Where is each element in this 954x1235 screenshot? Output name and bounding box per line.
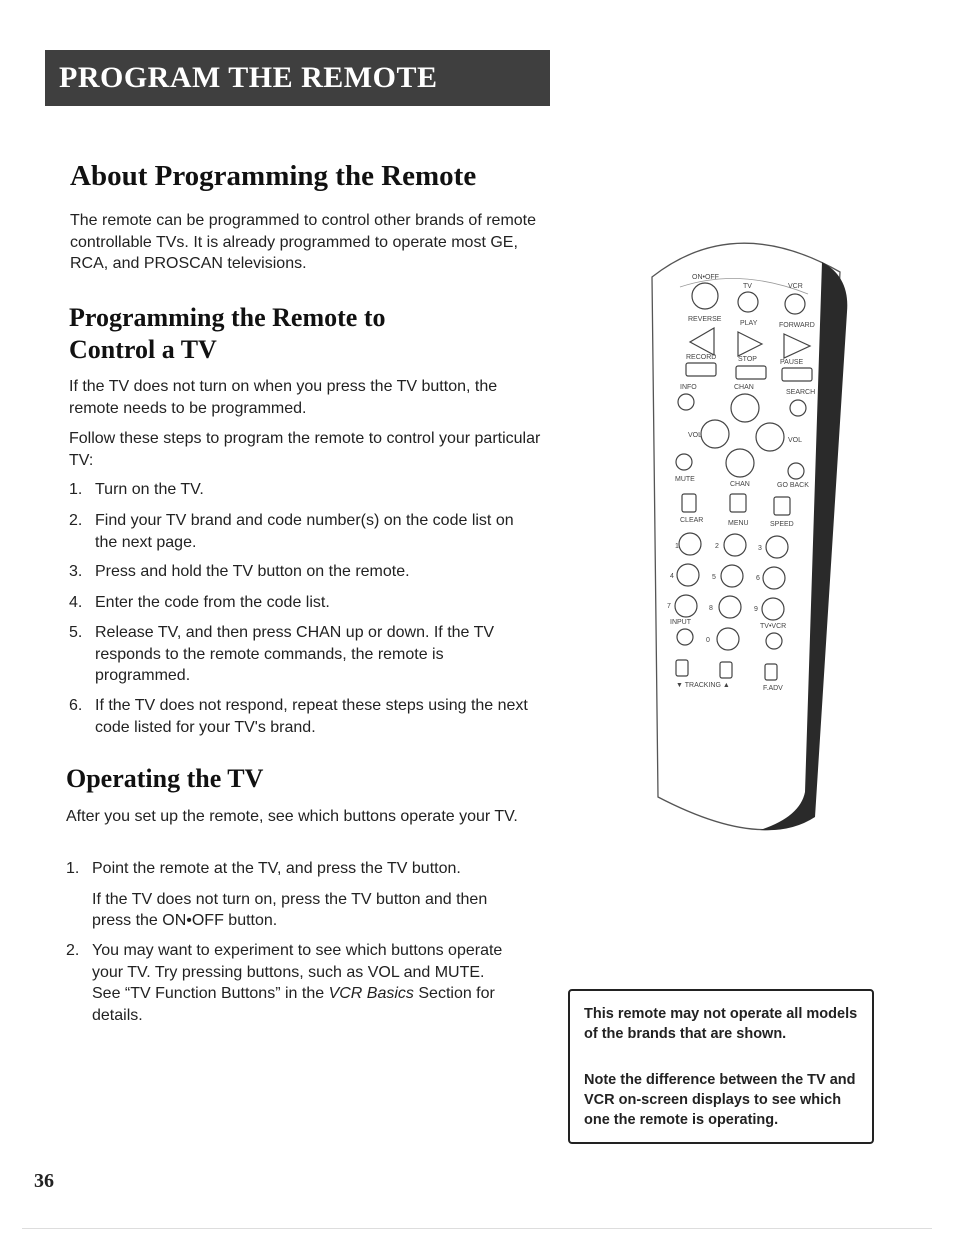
footer-divider: [22, 1228, 932, 1229]
label-forward: FORWARD: [779, 322, 815, 329]
step-text-italic: VCR Basics: [328, 985, 414, 1002]
label-pause: PAUSE: [780, 359, 804, 366]
label-vcr: VCR: [788, 283, 803, 290]
label-fadv: F.ADV: [763, 685, 783, 692]
label-record: RECORD: [686, 354, 717, 361]
programming-step: [69, 622, 539, 687]
programming-heading-line1: Programming the Remote to: [69, 303, 386, 332]
step-text: Turn on the TV.: [95, 481, 204, 498]
page-number: 36: [34, 1170, 54, 1192]
step-subtext: If the TV does not turn on, press the TV button and then press the ON•OFF button.: [92, 890, 488, 929]
programming-intro-2: Follow these steps to program the remote to control your particular TV:: [69, 430, 541, 469]
label-digit-0: 0: [706, 637, 710, 644]
step-text: [66, 940, 512, 1026]
programming-step: [69, 561, 539, 583]
step-text: Press and hold the TV button on the remote.: [95, 563, 410, 580]
label-clear: CLEAR: [680, 517, 704, 524]
step-number: 6.: [69, 697, 83, 714]
label-go-back: GO BACK: [777, 482, 809, 489]
label-digit-6: 6: [756, 575, 760, 582]
label-search: SEARCH: [786, 389, 816, 396]
step-number: 1.: [66, 860, 80, 877]
about-body: The remote can be programmed to control other brands of remote controllable TVs. It is already programmed to operate most GE, RCA, and PROSCAN televisions.: [70, 212, 537, 272]
label-digit-2: 2: [715, 543, 719, 550]
about-heading: About Programming the Remote: [70, 160, 477, 192]
programming-step: [69, 479, 539, 501]
section-banner: [45, 50, 550, 106]
step-text-part: Section for details.: [92, 985, 495, 1024]
step-number: 3.: [69, 563, 83, 580]
programming-intro-1: If the TV does not turn on when you press the TV button, the remote needs to be programmed.: [69, 378, 498, 417]
operating-step: [66, 858, 536, 932]
step-text-part: You may want to experiment to see which buttons operate your TV. Try pressing buttons, such as VOL and MUTE. See “TV Function Buttons” in the: [92, 942, 503, 1002]
label-mute: MUTE: [675, 476, 695, 483]
label-info: INFO: [680, 384, 697, 391]
step-number: 4.: [69, 594, 83, 611]
operating-step: [66, 940, 536, 1026]
label-digit-1: 1: [675, 543, 679, 550]
label-tv: TV: [743, 283, 752, 290]
step-text: Enter the code from the code list.: [95, 594, 330, 611]
label-input: INPUT: [670, 619, 691, 626]
label-chan-top: CHAN: [734, 384, 754, 391]
label-digit-3: 3: [758, 545, 762, 552]
label-vol-right: VOL: [788, 437, 803, 444]
note-paragraph-1: This remote may not operate all models of the brands that are shown.: [584, 1006, 858, 1042]
label-play: PLAY: [740, 320, 758, 327]
step-number: 1.: [69, 481, 83, 498]
label-speed: SPEED: [770, 521, 794, 528]
programming-step: [69, 592, 539, 614]
label-menu: MENU: [728, 520, 749, 527]
label-chan-bottom: CHAN: [730, 481, 750, 488]
label-reverse: REVERSE: [688, 316, 722, 323]
programming-heading-line2: Control a TV: [69, 335, 217, 364]
step-text: Point the remote at the TV, and press the TV button.: [92, 860, 461, 877]
step-number: 2.: [69, 512, 83, 529]
remote-illustration: [640, 232, 855, 837]
operating-intro: After you set up the remote, see which buttons operate your TV.: [66, 808, 518, 825]
label-digit-7: 7: [667, 603, 671, 610]
note-paragraph-2: Note the difference between the TV and VCR on-screen displays to see which one the remote is operating.: [584, 1072, 856, 1128]
step-text: Release TV, and then press CHAN up or down. If the TV responds to the remote commands, the remote is programmed.: [95, 624, 495, 684]
step-number: 5.: [69, 624, 83, 641]
label-on-off: ON•OFF: [692, 274, 719, 281]
programming-step: [69, 695, 539, 738]
label-tv-vcr: TV•VCR: [760, 623, 787, 630]
programming-step: [69, 510, 539, 553]
label-stop: STOP: [738, 356, 757, 363]
step-number: 2.: [66, 942, 80, 959]
programming-heading: [69, 302, 469, 366]
label-digit-4: 4: [670, 573, 674, 580]
label-digit-5: 5: [712, 574, 716, 581]
step-text: If the TV does not respond, repeat these steps using the next code listed for your TV's brand.: [95, 697, 528, 736]
step-text: Find your TV brand and code number(s) on the code list on the next page.: [95, 512, 514, 551]
label-digit-9: 9: [754, 606, 758, 613]
note-box: [568, 989, 874, 1144]
label-tracking: ▼ TRACKING ▲: [676, 682, 730, 689]
label-vol-left: VOL: [688, 432, 703, 439]
operating-heading: Operating the TV: [66, 764, 264, 793]
label-digit-8: 8: [709, 605, 713, 612]
banner-title: PROGRAM THE REMOTE: [59, 61, 438, 94]
